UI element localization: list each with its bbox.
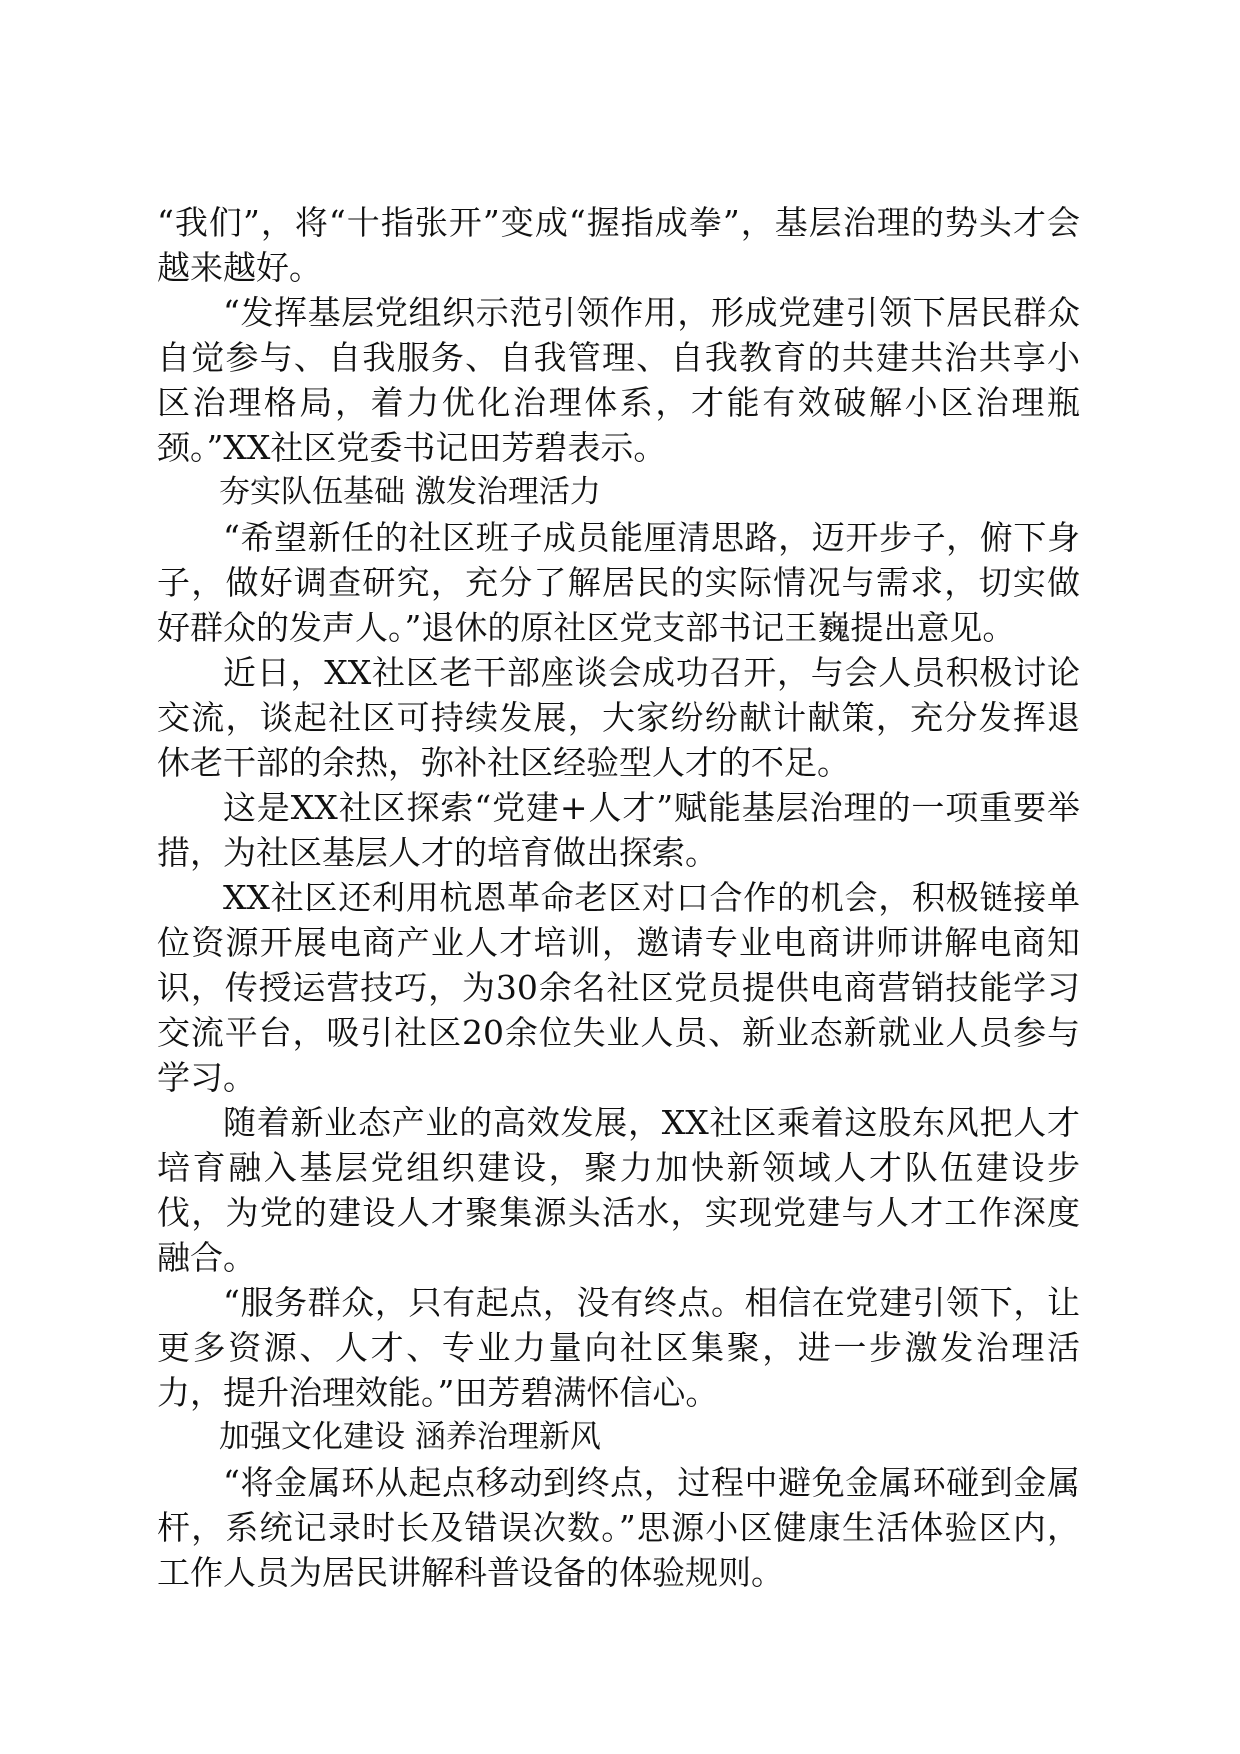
paragraph-1: “我们”，将“十指张开”变成“握指成拳”，基层治理的势头才会越来越好。 xyxy=(157,203,1080,287)
section-heading-1: 夯实队伍基础 激发治理活力 xyxy=(219,474,601,510)
paragraph-7: 随着新业态产业的高效发展，XX社区乘着这股东风把人才培育融入基层党组织建设，聚力加快新领域人才队伍建设步伐，为党的建设人才聚集源头活水，实现党建与人才工作深度融合。 xyxy=(157,1103,1080,1277)
paragraph-6: XX社区还利用杭恩革命老区对口合作的机会，积极链接单位资源开展电商产业人才培训，邀请专业电商讲师讲解电商知识，传授运营技巧，为30余名社区党员提供电商营销技能学习交流平台，吸引社区20余位失业人员、新业态新就业人员参与学习。 xyxy=(157,878,1080,1097)
paragraph-8: “服务群众，只有起点，没有终点。相信在党建引领下，让更多资源、人才、专业力量向社区集聚，进一步激发治理活力，提升治理效能。”田芳碧满怀信心。 xyxy=(157,1283,1080,1412)
paragraph-5: 这是XX社区探索“党建+人才”赋能基层治理的一项重要举措，为社区基层人才的培育做出探索。 xyxy=(157,788,1080,872)
paragraph-3: “希望新任的社区班子成员能厘清思路，迈开步子，俯下身子，做好调查研究，充分了解居民的实际情况与需求，切实做好群众的发声人。”退休的原社区党支部书记王巍提出意见。 xyxy=(157,518,1080,647)
section-heading-2: 加强文化建设 涵养治理新风 xyxy=(219,1419,601,1455)
paragraph-9: “将金属环从起点移动到终点，过程中避免金属环碰到金属杆，系统记录时长及错误次数。”思源小区健康生活体验区内，工作人员为居民讲解科普设备的体验规则。 xyxy=(157,1463,1080,1592)
paragraph-2: “发挥基层党组织示范引领作用，形成党建引领下居民群众自觉参与、自我服务、自我管理、自我教育的共建共治共享小区治理格局，着力优化治理体系，才能有效破解小区治理瓶颈。”XX社区党委书记田芳碧表示。 xyxy=(157,293,1080,467)
paragraph-4: 近日，XX社区老干部座谈会成功召开，与会人员积极讨论交流，谈起社区可持续发展，大家纷纷献计献策，充分发挥退休老干部的余热，弥补社区经验型人才的不足。 xyxy=(157,653,1080,782)
